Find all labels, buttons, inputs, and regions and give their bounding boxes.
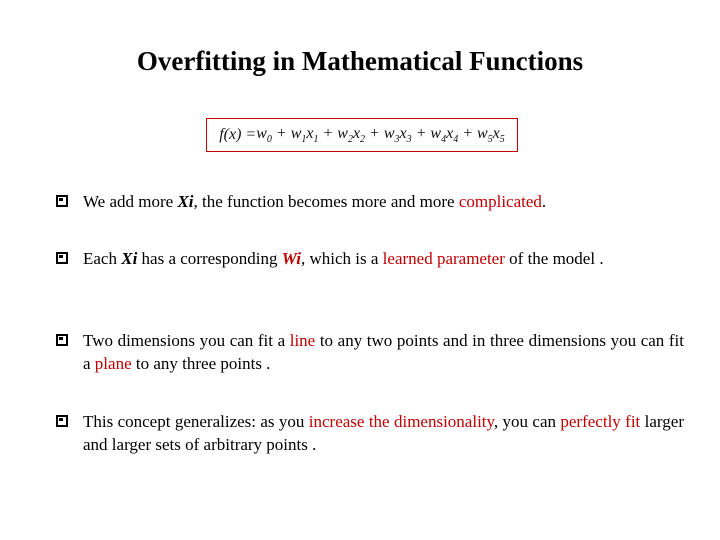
highlighted-text: learned parameter [382,249,505,268]
square-bullet-icon [56,252,68,264]
formula-subscript: 2 [360,134,366,146]
bullet-item-3 [56,329,684,375]
highlighted-text: increase the dimensionality [308,412,494,431]
formula-subscript: 5 [499,134,505,146]
formula-term: x [306,124,314,142]
highlighted-text: Xi [177,192,194,211]
bullet-text [83,329,684,375]
text-run: larger and larger sets of arbitrary points . [83,412,684,454]
square-bullet-icon [56,195,68,207]
text-run: . [541,192,547,211]
text-run: We add more [83,192,178,211]
text-run: to any three points . [131,354,271,373]
text-run: , the function becomes more and more [193,192,459,211]
bullet-text [83,247,684,270]
text-run: to any two points and in three dimensions you can fit a [83,331,684,373]
bullet-item-1 [56,190,684,213]
formula-subscript: 2 [347,134,353,146]
formula-lhs: f(x) = [219,126,257,143]
text-run: , which is a [300,249,383,268]
highlighted-text: Wi [281,249,301,268]
highlighted-text: Xi [121,249,138,268]
square-bullet-icon [56,334,68,346]
text-run: This concept generalizes: as you [83,412,309,431]
bullet-text [83,190,684,213]
formula-subscript: 1 [301,134,307,146]
formula-term: x [399,124,407,142]
text-run: Two dimensions you can fit a [83,331,290,350]
text-run: has a corresponding [137,249,282,268]
formula-subscript: 4 [453,134,459,146]
formula-term: x [352,124,361,142]
formula-term: x [492,124,500,142]
text-run: Each [83,249,122,268]
bullet-item-2 [56,247,684,270]
bullet-item-4 [56,410,684,456]
highlighted-text: line [289,331,316,350]
formula-subscript: 1 [313,134,319,146]
formula-terms [256,125,505,145]
formula-term: w [256,124,267,142]
formula-subscript: 4 [441,134,447,146]
formula-term: x [446,124,454,142]
formula-term: + w [271,124,302,142]
formula-term: + w [458,124,488,142]
formula-box [206,118,518,152]
formula-subscript: 3 [406,134,412,146]
formula-subscript: 3 [394,134,400,146]
highlighted-text: plane [94,354,132,373]
text-run: , you can [493,412,561,431]
slide-title: Overfitting in Mathematical Functions [136,46,584,76]
highlighted-text: complicated [458,192,542,211]
bullet-text [83,410,684,456]
formula-subscript: 0 [266,134,272,146]
formula-term: + w [411,124,442,142]
formula-term: + w [318,124,348,142]
formula-term: + w [365,124,395,142]
text-run: of the model . [504,249,604,268]
square-bullet-icon [56,415,68,427]
formula-subscript: 5 [487,134,493,146]
highlighted-text: perfectly fit [560,412,641,431]
